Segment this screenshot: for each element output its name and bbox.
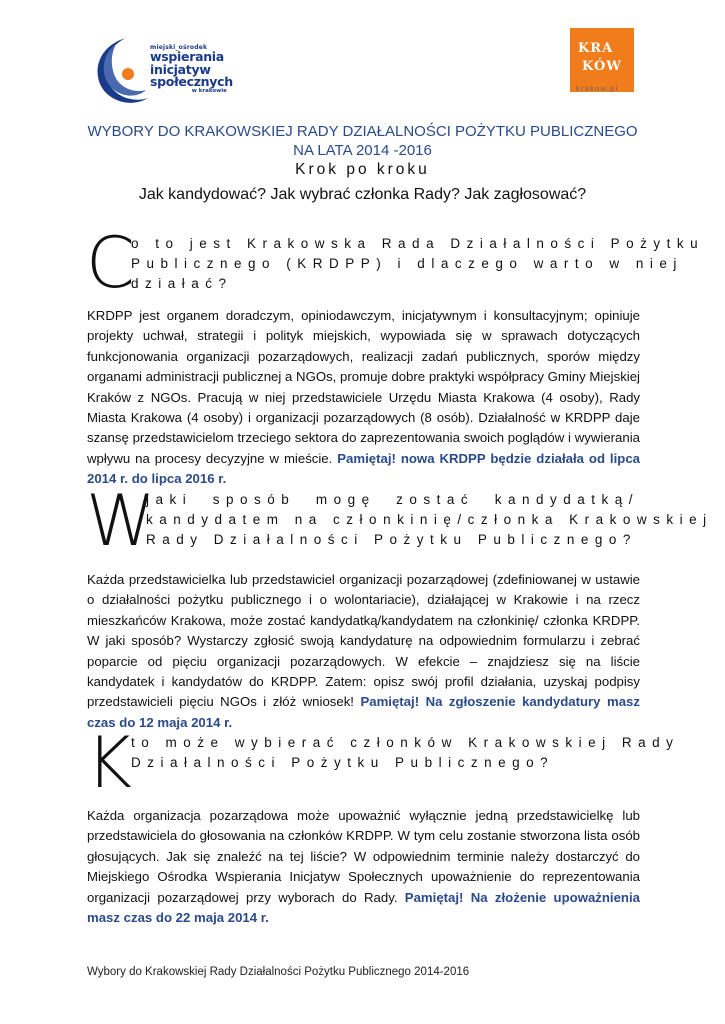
section-heading-line: Rady Działalności Pożytku Publicznego?: [146, 532, 637, 547]
section-body: [87, 806, 640, 928]
section-heading-line: działać?: [131, 276, 233, 291]
section-heading-line: o to jest Krakowska Rada Działalności Pożytku: [131, 236, 705, 251]
krakow-logo-line: KÓW: [582, 59, 622, 74]
page-footer: Wybory do Krakowskiej Rady Działalności Pożytku Publicznego 2014-2016: [87, 966, 470, 978]
section-heading-line: kandydatem na członkinię/członka Krakowskiej: [146, 512, 713, 527]
logo-line: wspierania: [150, 49, 224, 64]
dropcap: K: [86, 722, 132, 804]
document-questions: Jak kandydować? Jak wybrać członka Rady? Jak zagłosować?: [138, 186, 587, 203]
mowis-logo-text: [150, 45, 233, 94]
section-body: [87, 570, 640, 733]
logo-line: społecznych: [150, 74, 233, 89]
section-heading-line: Działalności Pożytku Publicznego?: [131, 755, 555, 770]
logo-line: miejski_ośrodek: [150, 44, 208, 51]
logo-line: inicjatyw: [150, 61, 211, 77]
reminder-highlight: Pamiętaj! Na złożenie upoważnienia masz czas do 22 maja 2014 r.: [87, 889, 640, 926]
section-body-text: KRDPP jest organem doradczym, opiniodawczym, inicjatywnym i konsultacyjnym; opiniuje projekty uchwał, strategii i polityk miejskich, wypowiada się w sprawach dotyczących funkcjonowania organizacji pozarządowych, realizacji zadań publicznych, sporów między organami administracji publicznej a NGOs, promuje dobre praktyki współpracy Gminy Miejskiej Kraków z NGOs. Pracują w niej przedstawiciele Urzędu Miasta Krakowa (4 osoby), Rady Miasta Krakowa (4 osoby) i organizacji pozarządowych (8 osób). Działalność w KRDPP daje szansę przedstawicielom trzeciego sektora do zaprezentowania swoich poglądów i wywierania wpływu na procesy decyzyjne w mieście.: [87, 308, 640, 466]
logo-line: w krakowie: [191, 87, 227, 94]
document-title-line1: WYBORY DO KRAKOWSKIEJ RADY DZIAŁALNOŚCI POŻYTKU PUBLICZNEGO: [87, 123, 638, 140]
krakow-logo: [570, 28, 634, 92]
dropcap: C: [86, 222, 135, 304]
section-body: [87, 306, 640, 490]
document-subtitle: Krok po kroku: [295, 161, 430, 178]
section-heading-line: jaki sposób mogę zostać kandydatką/: [146, 492, 639, 507]
section-heading-line: to może wybierać członków Krakowskiej Rady: [131, 735, 680, 750]
dropcap: W: [86, 480, 156, 562]
section-heading-line: Publicznego (KRDPP) i dlaczego warto w niej: [131, 256, 683, 271]
document-title-line2: NA LATA 2014 -2016: [293, 142, 432, 159]
reminder-highlight: Pamiętaj! Na zgłoszenie kandydatury masz czas do 12 maja 2014 r.: [87, 694, 640, 730]
section-body-text: Każda przedstawicielka lub przedstawiciel organizacji pozarządowej (zdefiniowanej w ustawie o działalności pożytku publicznego i o wolontariacie), działającej w Krakowie i na rzecz mieszkańców Krakowa, może zostać kandydatką/kandydatem na członkinię/ członka KRDPP. W jaki sposób? Wystarczy zgłosić swoją kandydaturę na odpowiednim formularzu i zebrać poparcie od pięciu organizacji pozarządowych. W efekcie – znajdziesz się na liście kandydatek i kandydatów do KRDPP. Zatem: opisz swój profil działania, uzyskaj podpisy przedstawicieli pięciu NGOs i złóż wniosek!: [87, 572, 640, 710]
krakow-url: krakow.pl: [576, 86, 619, 93]
reminder-highlight: Pamiętaj! nowa KRDPP będzie działała od lipca 2014 r. do lipca 2016 r.: [87, 450, 640, 487]
section-body-text: Każda organizacja pozarządowa może upoważnić wyłącznie jedną przedstawicielkę lub przedstawiciela do głosowania na członków KRDPP. W tym celu zostanie stworzona lista osób głosujących. Jak się znaleźć na tej liście? W odpowiednim terminie należy dostarczyć do Miejskiego Ośrodka Wspierania Inicjatyw Społecznych upoważnienie do reprezentowania organizacji pozarządowej przy wyborach do Rady.: [87, 808, 640, 905]
krakow-logo-line: KRA: [578, 41, 614, 56]
